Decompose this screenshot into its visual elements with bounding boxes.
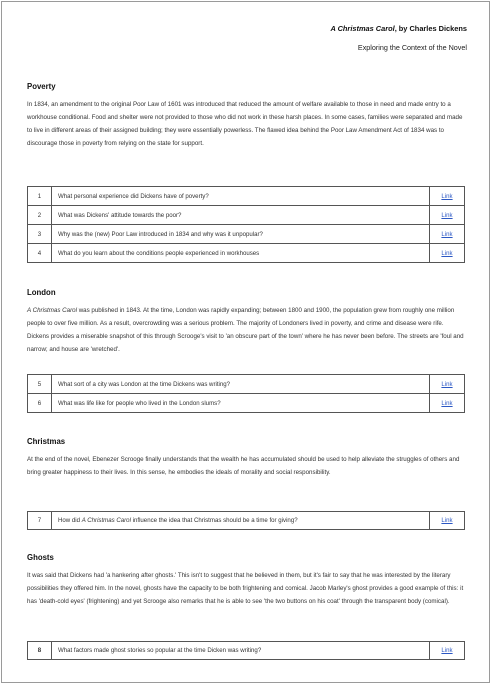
table-row — [28, 187, 465, 206]
title-novel-name: A Christmas Carol — [330, 24, 395, 33]
question-link[interactable]: Link — [441, 249, 453, 257]
question-link[interactable]: Link — [441, 230, 453, 238]
questions-table-poverty — [27, 186, 465, 263]
question-number: 8 — [28, 642, 52, 660]
question-link[interactable]: Link — [441, 211, 453, 219]
question-number: 2 — [28, 206, 52, 225]
question-text — [52, 512, 430, 530]
novel-title-inline: A Christmas Carol — [81, 517, 131, 524]
section-body: It was said that Dickens had 'a hankering after ghosts.' This isn't to suggest that he believed in them, but it's fair to say that he was interested by the literary possibilities they offered him. In the novel, ghosts have the capacity to be both frightening and comical. Jacob Marley's ghost provides a good example of this: it has 'death-cold eyes' (frightening) and yet Scrooge also remarks that he is able to see 'the two buttons on his coat' through the transparent body (comical). — [27, 572, 464, 606]
section-body-text: was published in 1843. At the time, London was rapidly expanding; between 1800 and 1900, the population grew from roughly one million people to over five million. As a result, overcrowding was a serious problem. The majority of Londoners lived in poverty, and crime and disease were rife. Dickens provides a miserable snapshot of this through Scrooge's visit to 'an obscure part of the town' where he has never been before. The streets are 'foul and narrow; and house are 'wretched'. — [27, 307, 464, 354]
table-row — [28, 642, 465, 660]
section-heading: Poverty — [27, 82, 56, 91]
link-cell — [430, 512, 465, 530]
link-cell — [430, 394, 465, 413]
section-body — [27, 304, 465, 356]
question-text-part: How did — [58, 517, 82, 524]
question-link[interactable]: Link — [441, 380, 453, 388]
link-cell — [430, 206, 465, 225]
question-link[interactable]: Link — [441, 192, 453, 200]
document-subtitle: Exploring the Context of the Novel — [357, 43, 467, 52]
question-text: Why was the (new) Poor Law introduced in 1834 and why was it unpopular? — [52, 225, 430, 244]
question-link[interactable]: Link — [441, 517, 453, 524]
link-cell — [430, 375, 465, 394]
section-body: In 1834, an amendment to the original Poor Law of 1601 was introduced that reduced the amount of welfare available to those in need and made entry to a workhouse conditional. Food and shelter were not provided to those who did not work in these harsh places. In some cases, families were separated and made to live in different areas of their assigned building; they were essentially powerless. The flawed idea behind the Poor Law Amendment Act of 1834 was to discourage those in poverty from relying on the state for support. — [27, 101, 463, 148]
section-heading: London — [27, 288, 56, 297]
table-row — [28, 244, 465, 263]
question-text: What was Dickens' attitude towards the poor? — [52, 206, 430, 225]
table-row — [28, 225, 465, 244]
question-number: 5 — [28, 375, 52, 394]
table-row — [28, 206, 465, 225]
question-text-part: influence the idea that Christmas should be a time for giving? — [130, 517, 298, 524]
title-author: , by Charles Dickens — [394, 24, 467, 33]
section-london — [27, 288, 465, 356]
section-heading: Christmas — [27, 437, 66, 446]
table-row — [28, 375, 465, 394]
question-text: What was life like for people who lived in the London slums? — [52, 394, 430, 413]
link-cell — [430, 225, 465, 244]
question-number: 7 — [28, 512, 52, 530]
table-row — [28, 512, 465, 530]
novel-title-inline: A Christmas Carol — [27, 307, 77, 314]
question-number: 4 — [28, 244, 52, 263]
section-heading: Ghosts — [27, 553, 54, 562]
question-number: 1 — [28, 187, 52, 206]
link-cell — [430, 244, 465, 263]
document-header — [330, 24, 467, 53]
section-body: At the end of the novel, Ebenezer Scrooge finally understands that the wealth he has accumulated should be used to help alleviate the struggles of others and bring greater happiness to their lives. In this sense, he embodies the ideals of morality and social responsibility. — [27, 456, 460, 477]
question-number: 3 — [28, 225, 52, 244]
question-text: What sort of a city was London at the time Dickens was writing? — [52, 375, 430, 394]
questions-table-ghosts — [27, 641, 465, 660]
question-text: What do you learn about the conditions people experienced in workhouses — [52, 244, 430, 263]
question-number: 6 — [28, 394, 52, 413]
question-text: What personal experience did Dickens have of poverty? — [52, 187, 430, 206]
section-christmas — [27, 437, 465, 479]
link-cell — [430, 187, 465, 206]
question-link[interactable]: Link — [441, 647, 453, 654]
document-title — [330, 24, 467, 34]
question-text: What factors made ghost stories so popular at the time Dicken was writing? — [52, 642, 430, 660]
question-link[interactable]: Link — [441, 399, 453, 407]
questions-table-london — [27, 374, 465, 413]
questions-table-christmas — [27, 511, 465, 530]
section-poverty — [27, 82, 465, 150]
link-cell — [430, 642, 465, 660]
table-row — [28, 394, 465, 413]
section-ghosts — [27, 553, 465, 608]
